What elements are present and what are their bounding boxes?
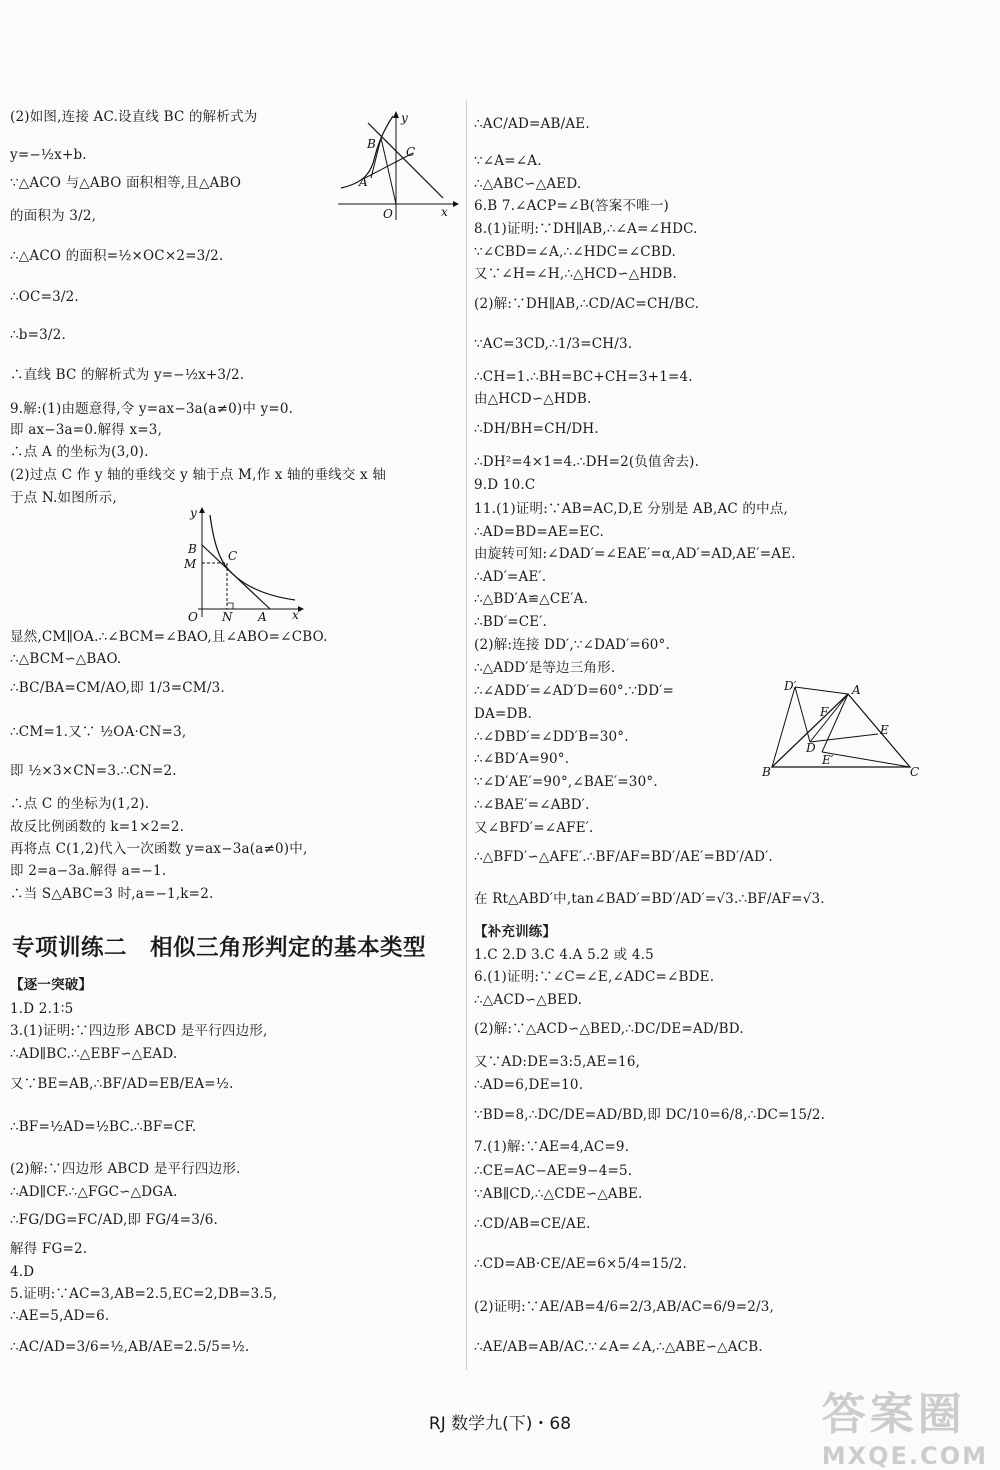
text-line: ∴OC=3/2. xyxy=(10,289,79,305)
figure-rotation-triangle xyxy=(760,672,925,786)
fig3-f-label: F xyxy=(820,705,829,719)
text-line: ∴CH=1.∴BH=BC+CH=3+1=4. xyxy=(474,369,693,385)
text-line: 3.(1)证明:∵四边形 ABCD 是平行四边形, xyxy=(10,1023,268,1039)
text-line: (2)解:∵△ACD∽△BED,∴DC/DE=AD/BD. xyxy=(474,1021,744,1037)
text-line: 又∠BFD′=∠AFE′. xyxy=(474,820,594,836)
text-line: 又∵AD:DE=3:5,AE=16, xyxy=(474,1054,641,1070)
fig2-y-label: y xyxy=(190,506,197,520)
fig2-n-label: N xyxy=(222,610,233,624)
text-line: ∴当 S△ABC=3 时,a=−1,k=2. xyxy=(10,886,214,902)
fig2-b-label: B xyxy=(188,542,197,556)
text-line: ∴点 C 的坐标为(1,2). xyxy=(10,796,150,812)
fig3-d-label: D xyxy=(806,741,816,755)
fig1-b-label: B xyxy=(367,137,376,151)
text-line: 由旋转可知:∠DAD′=∠EAE′=α,AD′=AD,AE′=AE. xyxy=(474,546,796,562)
text-line: 又∵BE=AB,∴BF/AD=EB/EA=½. xyxy=(10,1076,234,1092)
fig1-x-label: x xyxy=(441,205,448,219)
watermark-url: MXQE.COM xyxy=(821,1442,988,1470)
text-line: ∴BC/BA=CM/AO,即 1/3=CM/3. xyxy=(10,680,225,696)
text-line: ∴CE=AC−AE=9−4=5. xyxy=(474,1163,633,1179)
text-line: ∴BD′=CE′. xyxy=(474,614,548,630)
text-line: 6.B 7.∠ACP=∠B(答案不唯一) xyxy=(474,198,670,214)
text-line: ∴AD=6,DE=10. xyxy=(474,1077,584,1093)
text-line: ∴CM=1.又∵ ½OA·CN=3, xyxy=(10,724,187,740)
text-line: ∵∠CBD=∠A,∴∠HDC=∠CBD. xyxy=(474,244,676,260)
text-line: ∵∠A=∠A. xyxy=(474,153,542,169)
text-line: 8.(1)证明:∵DH∥AB,∴∠A=∠HDC. xyxy=(474,221,698,237)
fig3-c-label: C xyxy=(910,765,920,779)
text-line: 11.(1)证明:∵AB=AC,D,E 分别是 AB,AC 的中点, xyxy=(474,501,789,517)
text-line: ∴CD=AB·CE/AE=6×5/4=15/2. xyxy=(474,1256,688,1272)
text-line: ∴△ACO 的面积=½×OC×2=3/2. xyxy=(10,248,224,264)
text-line: ∴CD/AB=CE/AE. xyxy=(474,1216,591,1232)
text-line: (2)如图,连接 AC.设直线 BC 的解析式为 xyxy=(10,109,258,125)
section-title: 专项训练二 相似三角形判定的基本类型 xyxy=(12,935,427,961)
text-line: 6.(1)证明:∵∠C=∠E,∠ADC=∠BDE. xyxy=(474,969,715,985)
text-line: ∵AB∥CD,∴△CDE∽△ABE. xyxy=(474,1186,643,1202)
text-line: 在 Rt△ABD′中,tan∠BAD′=BD′/AD′=√3.∴BF/AF=√3. xyxy=(474,891,825,907)
fig3-b-label: B xyxy=(762,765,771,779)
fig1-a-label: A xyxy=(359,175,368,189)
text-line: ∴b=3/2. xyxy=(10,327,66,343)
fig1-y-label: y xyxy=(401,111,408,125)
text-line: ∴∠BD′A=90°. xyxy=(474,751,570,767)
text-line: ∴AC/AD=3/6=½,AB/AE=2.5/5=½. xyxy=(10,1339,250,1355)
text-line: 5.证明:∵AC=3,AB=2.5,EC=2,DB=3.5, xyxy=(10,1286,278,1302)
text-line: (2)解:∵四边形 ABCD 是平行四边形. xyxy=(10,1161,241,1177)
text-line: (2)证明:∵AE/AB=4/6=2/3,AB/AC=6/9=2/3, xyxy=(474,1299,775,1315)
text-line: 的面积为 3/2, xyxy=(10,208,97,224)
text-line: ∴∠BAE′=∠ABD′. xyxy=(474,797,590,813)
fig3-d-prime-label: D′ xyxy=(784,679,797,693)
text-line: ∴DH²=4×1=4.∴DH=2(负值舍去). xyxy=(474,454,700,470)
text-line: ∴△ACD∽△BED. xyxy=(474,992,583,1008)
text-line: ∵∠D′AE′=90°,∠BAE′=30°. xyxy=(474,774,658,790)
text-line: ∴AD=BD=AE=EC. xyxy=(474,524,605,540)
watermark xyxy=(822,1378,988,1470)
fig2-a-label: A xyxy=(258,610,267,624)
fig1-c-label: C xyxy=(406,145,416,159)
text-line: ∴FG/DG=FC/AD,即 FG/4=3/6. xyxy=(10,1212,219,1228)
figure-reciprocal-point-c xyxy=(180,505,310,629)
fig1-o-label: O xyxy=(383,207,393,221)
text-line: 故反比例函数的 k=1×2=2. xyxy=(10,819,185,835)
text-line: 又∵∠H=∠H,∴△HCD∽△HDB. xyxy=(474,266,677,282)
text-line: 解得 FG=2. xyxy=(10,1241,88,1257)
text-line: ∴点 A 的坐标为(3,0). xyxy=(10,444,149,460)
text-line: ∴AE=5,AD=6. xyxy=(10,1308,110,1324)
text-line: 1.D 2.1∶5 xyxy=(10,1001,74,1017)
text-line: ∴△BD′A≌△CE′A. xyxy=(474,591,589,607)
text-line: ∴AD∥BC.∴△EBF∽△EAD. xyxy=(10,1046,178,1062)
text-line: ∴△BCM∽△BAO. xyxy=(10,651,122,667)
figure-line-hyperbola xyxy=(333,108,463,227)
fig2-c-label: C xyxy=(228,549,238,563)
text-line: 9.D 10.C xyxy=(474,477,536,493)
text-line: 1.C 2.D 3.C 4.A 5.2 或 4.5 xyxy=(474,947,654,963)
text-line: 显然,CM∥OA.∴∠BCM=∠BAO,且∠ABO=∠CBO. xyxy=(10,629,328,645)
text-line: 【逐一突破】 xyxy=(10,977,93,993)
text-line: (2)解:连接 DD′,∵∠DAD′=60°. xyxy=(474,637,670,653)
text-line: 于点 N.如图所示, xyxy=(10,490,117,506)
text-line: ∵△ACO 与△ABO 面积相等,且△ABO xyxy=(10,175,242,191)
text-line: ∴直线 BC 的解析式为 y=−½x+3/2. xyxy=(10,367,245,383)
text-line: 即 2=a−3a.解得 a=−1. xyxy=(10,863,167,879)
column-divider xyxy=(466,100,467,1370)
watermark-logo-text: 答案圈 xyxy=(821,1389,966,1440)
text-line: ∴△ABC∽△AED. xyxy=(474,176,582,192)
text-line: 9.解:(1)由题意得,令 y=ax−3a(a≠0)中 y=0. xyxy=(10,401,294,417)
fig2-m-label: M xyxy=(184,557,197,571)
text-line: ∴AD′=AE′. xyxy=(474,569,547,585)
text-line: ∴∠DBD′=∠DD′B=30°. xyxy=(474,729,629,745)
text-line: (2)过点 C 作 y 轴的垂线交 y 轴于点 M,作 x 轴的垂线交 x 轴 xyxy=(10,467,387,483)
text-line: 由△HCD∽△HDB. xyxy=(474,391,592,407)
text-line: ∴AE/AB=AB/AC.∵∠A=∠A,∴△ABE∽△ACB. xyxy=(474,1339,763,1355)
fig3-a-label: A xyxy=(852,683,861,697)
text-line: (2)解:∵DH∥AB,∴CD/AC=CH/BC. xyxy=(474,296,700,312)
text-line: y=−½x+b. xyxy=(10,147,87,163)
text-line: 4.D xyxy=(10,1264,35,1280)
text-line: ∴BF=½AD=½BC.∴BF=CF. xyxy=(10,1119,197,1135)
fig3-e-prime-label: E′ xyxy=(822,753,834,767)
text-line: 【补充训练】 xyxy=(474,924,557,940)
text-line: ∴AD∥CF.∴△FGC∽△DGA. xyxy=(10,1184,178,1200)
text-line: ∴△ADD′是等边三角形. xyxy=(474,660,616,676)
text-line: ∴△BFD′∽△AFE′.∴BF/AF=BD′/AE′=BD′/AD′. xyxy=(474,849,773,865)
page-footer: RJ 数学九(下)・68 xyxy=(428,1414,572,1434)
text-line: ∵BD=8,∴DC/DE=AD/BD,即 DC/10=6/8,∴DC=15/2. xyxy=(474,1107,826,1123)
text-line: 再将点 C(1,2)代入一次函数 y=ax−3a(a≠0)中, xyxy=(10,841,308,857)
text-line: ∴AC/AD=AB/AE. xyxy=(474,116,590,132)
text-line: ∵AC=3CD,∴1/3=CH/3. xyxy=(474,336,633,352)
text-line: DA=DB. xyxy=(474,706,533,722)
text-line: 即 ax−3a=0.解得 x=3, xyxy=(10,422,163,438)
fig3-e-label: E xyxy=(880,723,889,737)
fig2-x-label: x xyxy=(292,608,299,622)
text-line: 7.(1)解:∵AE=4,AC=9. xyxy=(474,1139,630,1155)
fig2-o-label: O xyxy=(188,610,198,624)
text-line: ∴∠ADD′=∠AD′D=60°.∵DD′= xyxy=(474,683,674,699)
text-line: 即 ½×3×CN=3.∴CN=2. xyxy=(10,763,177,779)
text-line: ∴DH/BH=CH/DH. xyxy=(474,421,599,437)
